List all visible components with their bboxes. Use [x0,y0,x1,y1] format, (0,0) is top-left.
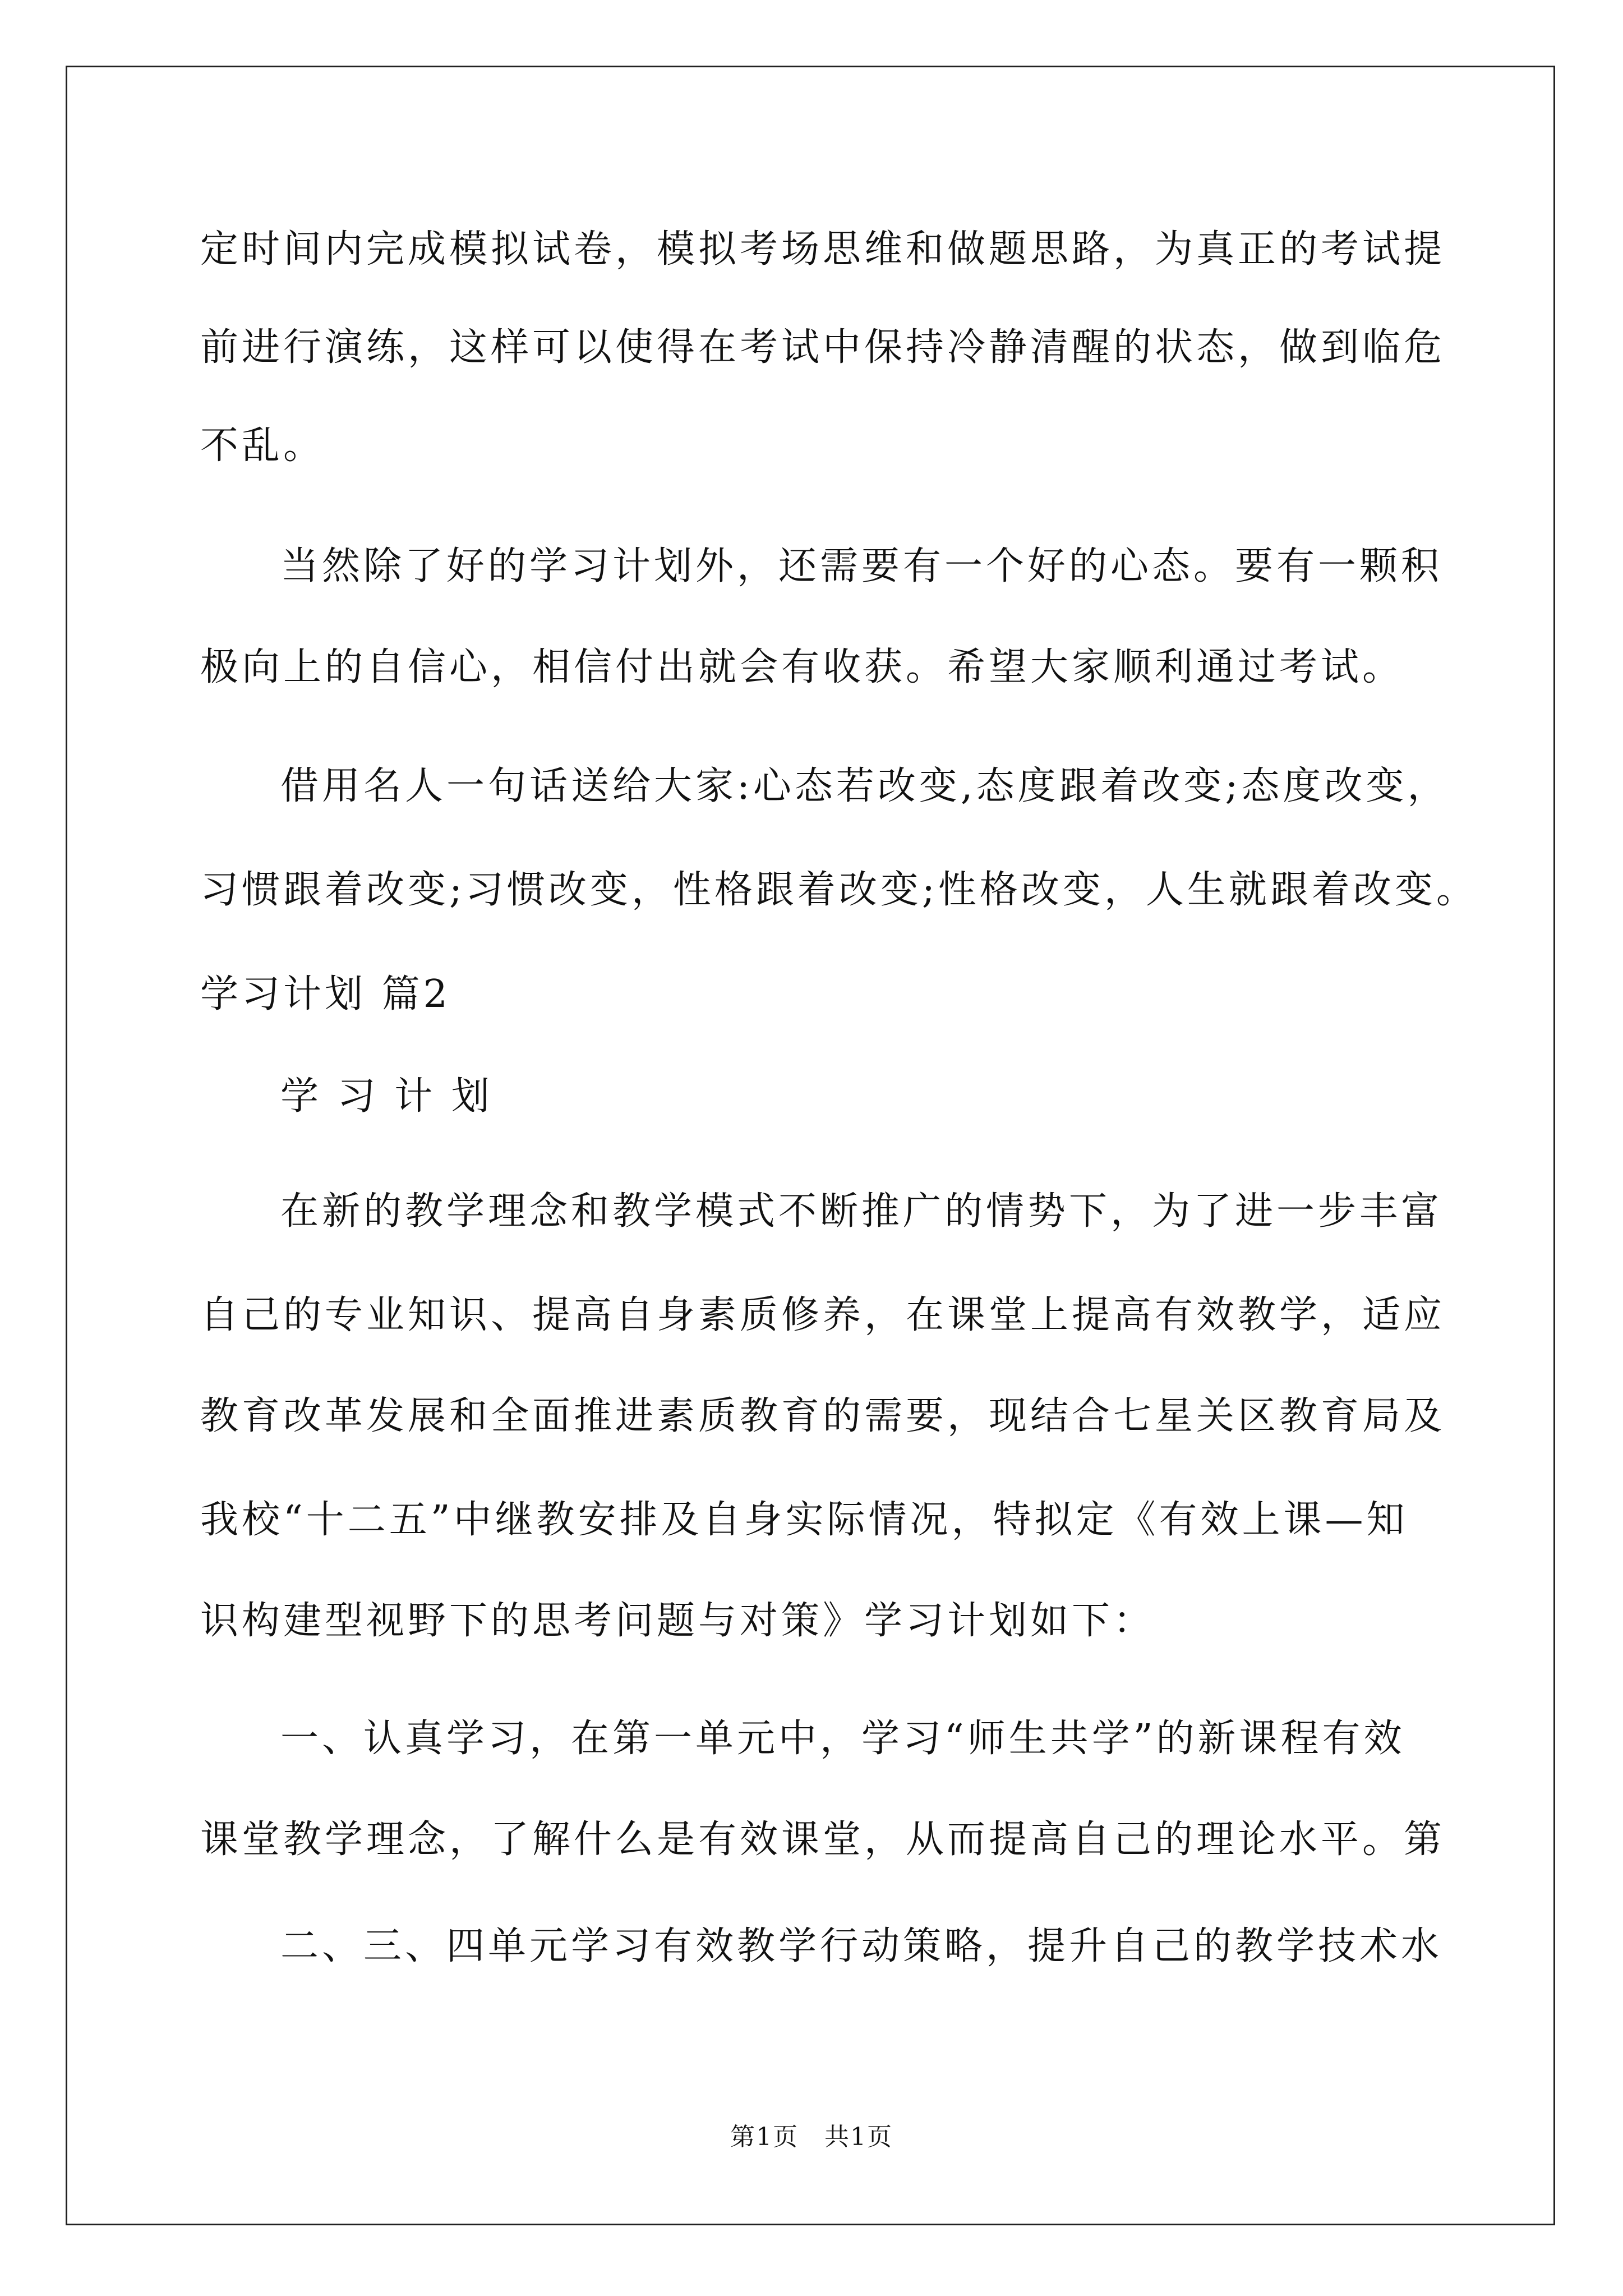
subsection-heading: 学 习 计 划 [280,1074,493,1119]
page-border [66,66,1555,2225]
text-line: 教育改革发展和全面推进素质教育的需要，现结合七星关区教育局及 [200,1394,1446,1438]
text-line: 前进行演练，这样可以使得在考试中保持冷静清醒的状态，做到临危 [200,325,1446,370]
text-line: 极向上的自信心，相信付出就会有收获。希望大家顺利通过考试。 [200,645,1404,689]
text-line: 在新的教学理念和教学模式不断推广的情势下，为了进一步丰富 [280,1189,1443,1234]
text-line: 一、认真学习，在第一单元中，学习“师生共学”的新课程有效 [280,1717,1405,1761]
text-line: 课堂教学理念，了解什么是有效课堂，从而提高自己的理论水平。第 [200,1818,1446,1862]
section-heading: 学习计划 篇2 [200,972,451,1016]
text-line: 借用名人一句话送给大家:心态若改变,态度跟着改变;态度改变， [280,764,1449,808]
text-line: 定时间内完成模拟试卷，模拟考场思维和做题思路，为真正的考试提 [200,227,1446,272]
text-line: 习惯跟着改变;习惯改变，性格跟着改变;性格改变，人生就跟着改变。 [200,868,1478,912]
text-line: 自己的专业知识、提高自身素质修养，在课堂上提高有效教学，适应 [200,1293,1446,1337]
text-line: 二、三、四单元学习有效教学行动策略，提升自己的教学技术水 [280,1924,1443,1968]
text-line: 我校“十二五”中继教安排及自身实际情况，特拟定《有效上课—知 [200,1498,1408,1542]
page-footer: 第1页 共1页 [730,2123,893,2151]
text-line: 识构建型视野下的思考问题与对策》学习计划如下： [200,1599,1155,1643]
text-line: 不乱。 [200,424,325,468]
text-line: 当然除了好的学习计划外，还需要有一个好的心态。要有一颗积 [280,544,1443,588]
